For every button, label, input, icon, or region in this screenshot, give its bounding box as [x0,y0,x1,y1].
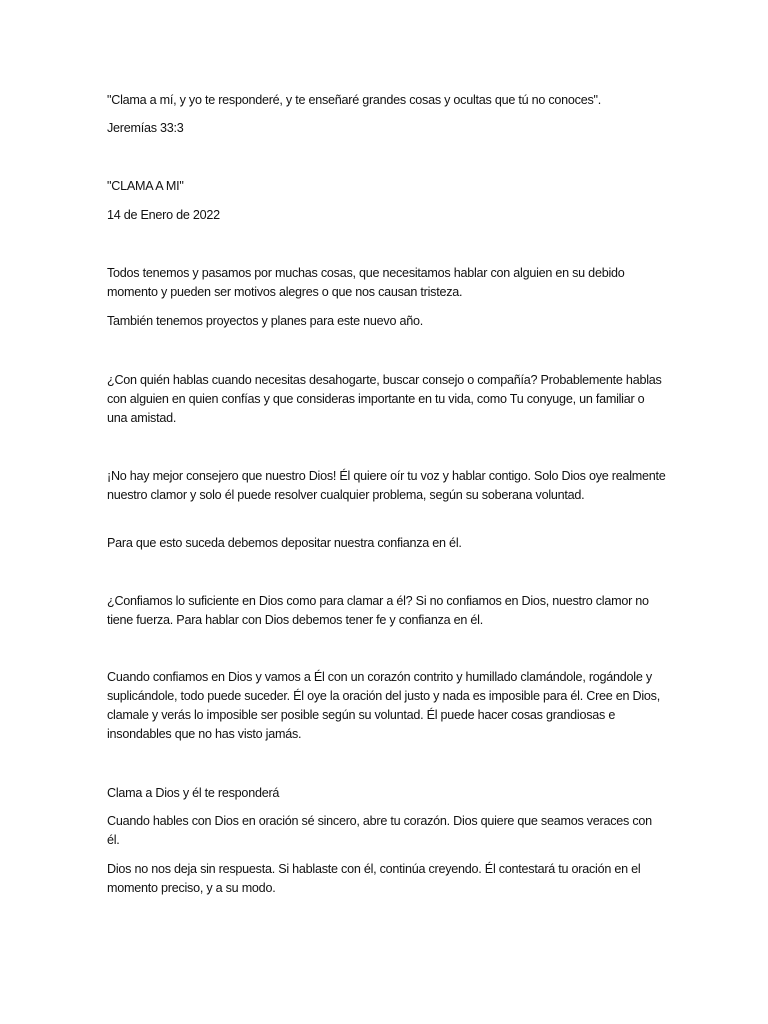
verse-quote: "Clama a mí, y yo te responderé, y te enseñaré grandes cosas y ocultas que tú no conoces". [107,93,601,107]
verse-reference: Jeremías 33:3 [107,121,184,135]
document-title: "CLAMA A MI" [107,179,184,193]
document-date: 14 de Enero de 2022 [107,208,220,222]
paragraph-3: ¿Con quién hablas cuando necesitas desahogarte, buscar consejo o compañía? Probablemente hablas con alguien en quien confías y que consideras importante en tu vida, como Tu conyuge, un familiar o una amistad. [107,373,662,425]
paragraph-2: También tenemos proyectos y planes para este nuevo año. [107,314,423,328]
paragraph-7: Cuando confiamos en Dios y vamos a Él con un corazón contrito y humillado clamándole, rogándole y suplicándole, todo puede suceder. Él oye la oración del justo y nada es imposible para él. Cree en Dios, clamale y verás lo imposible ser posible según su voluntad. Él puede hacer cosas grandiosas e insondables que no has visto jamás. [107,670,660,741]
paragraph-9: Dios no nos deja sin respuesta. Si hablaste con él, continúa creyendo. Él contestará tu oración en el momento preciso, y a su modo. [107,862,641,895]
paragraph-5: Para que esto suceda debemos depositar nuestra confianza en él. [107,536,462,550]
section-heading: Clama a Dios y él te responderá [107,786,280,800]
paragraph-1: Todos tenemos y pasamos por muchas cosas, que necesitamos hablar con alguien en su debido momento y pueden ser motivos alegres o que nos causan tristeza. [107,266,625,299]
paragraph-6: ¿Confiamos lo suficiente en Dios como para clamar a él? Si no confiamos en Dios, nuestro clamor no tiene fuerza. Para hablar con Dios debemos tener fe y confianza en él. [107,594,649,627]
paragraph-4: ¡No hay mejor consejero que nuestro Dios! Él quiere oír tu voz y hablar contigo. Solo Dios oye realmente nuestro clamor y solo él puede resolver cualquier problema, según su soberana voluntad. [107,469,666,502]
paragraph-8: Cuando hables con Dios en oración sé sincero, abre tu corazón. Dios quiere que seamos veraces con él. [107,814,652,847]
